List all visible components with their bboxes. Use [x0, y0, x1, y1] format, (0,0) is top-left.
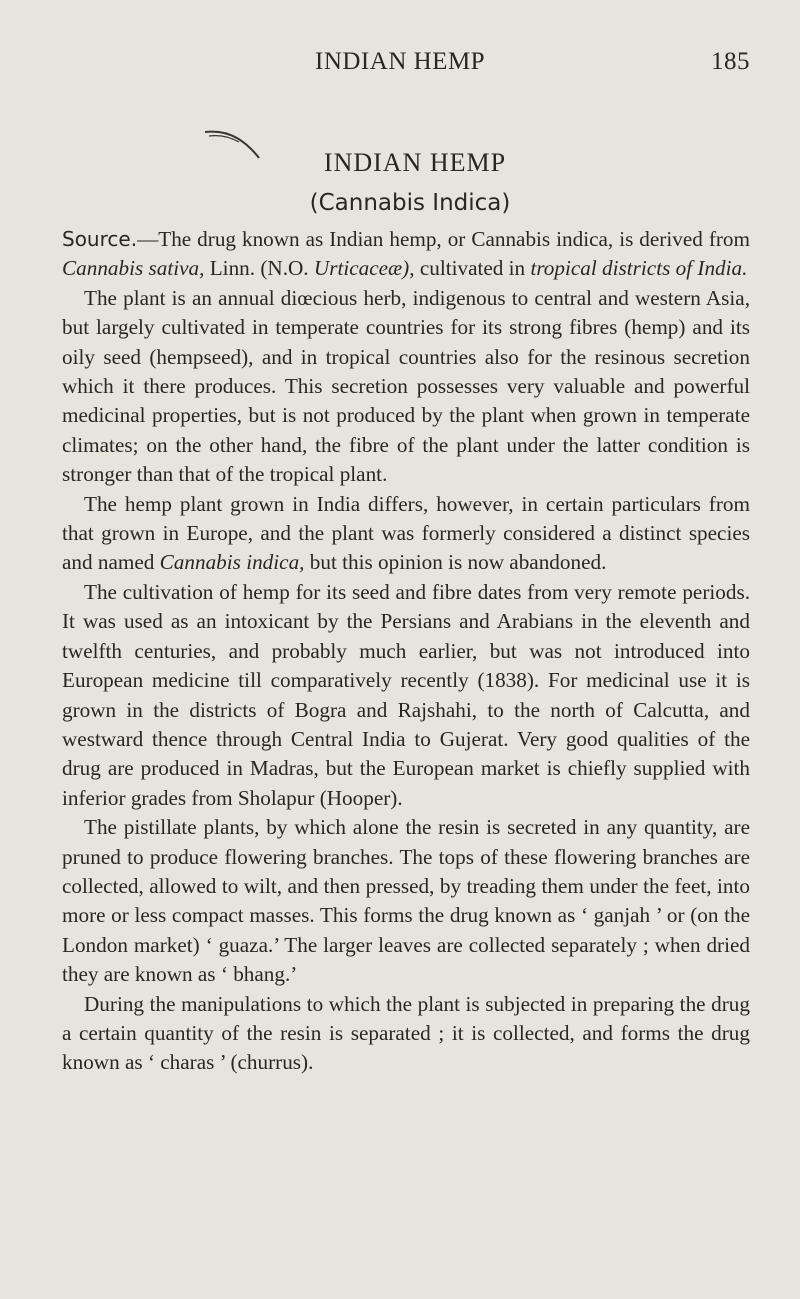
- running-head: [60, 48, 750, 88]
- page-number: 185: [711, 48, 750, 75]
- paragraph: The pistillate plants, by which alone the resin is secreted in any quantity, are pruned to produce flowering branches. The tops of these flowering branches are collected, allowed to wilt, and then pressed, by treading them under the feet, into more or less compact masses. This forms the drug known as ‘ ganjah ’ or (on the London market) ‘ guaza.’ The larger leaves are collected separately ; when dried they are known as ‘ bhang.’: [62, 815, 750, 987]
- paragraph: During the manipulations to which the plant is subjected in preparing the drug a certain quantity of the resin is separated ; it is collected, and forms the drug known as ‘ charas ’ (churrus).: [62, 991, 750, 1075]
- paragraph: The cultivation of hemp for its seed and fibre dates from very remote periods. It was used as an intoxicant by the Persians and Arabians in the eleventh and twelfth centuries, and probably much earlier, but was not introduced into European medicine till comparatively recently (1838). For medicinal use it is grown in the districts of Bogra and Rajshahi, to the north of Calcutta, and westward thence through Central India to Gujerat. Very good qualities of the drug are produced in Madras, but the European market is chiefly supplied with inferior grades from Sholapur (Hooper).: [62, 579, 750, 810]
- source-lead: Source.: [62, 227, 138, 251]
- italic-run: Cannabis indica,: [159, 550, 305, 575]
- text-run: Linn. (N.O.: [204, 256, 314, 281]
- paragraph: [62, 490, 750, 578]
- body-text: [62, 225, 750, 1078]
- text-run: but this opinion is now abandoned.: [304, 550, 607, 575]
- chapter-title: INDIAN HEMP: [323, 148, 507, 177]
- italic-run: Urticaceæ),: [313, 256, 415, 281]
- chapter-subtitle: (Cannabis Indica): [309, 190, 511, 216]
- text-run: —The drug known as Indian hemp, or Cannabis indica, is derived from: [137, 227, 750, 251]
- paragraph: The plant is an annual diœcious herb, indigenous to central and western Asia, but largely cultivated in temperate countries for its strong fibres (hemp) and its oily seed (hempseed), and in tropical countries also for the resinous secretion which it there produces. This secretion possesses very valuable and powerful medicinal properties, but is not produced by the plant when grown in temperate climates; on the other hand, the fibre of the plant under the latter condition is stronger than that of the tropical plant.: [62, 285, 750, 487]
- running-title: INDIAN HEMP: [315, 48, 486, 75]
- italic-run: Cannabis sativa,: [62, 256, 205, 281]
- text-run: cultivated in: [414, 256, 531, 281]
- text-run: The hemp plant grown in India differs, however, in certain particulars from that grown in Europe, and the plant was formerly considered a distinct species and named: [62, 491, 750, 575]
- paragraph-source: [62, 225, 750, 284]
- italic-run: tropical districts of India.: [530, 256, 748, 281]
